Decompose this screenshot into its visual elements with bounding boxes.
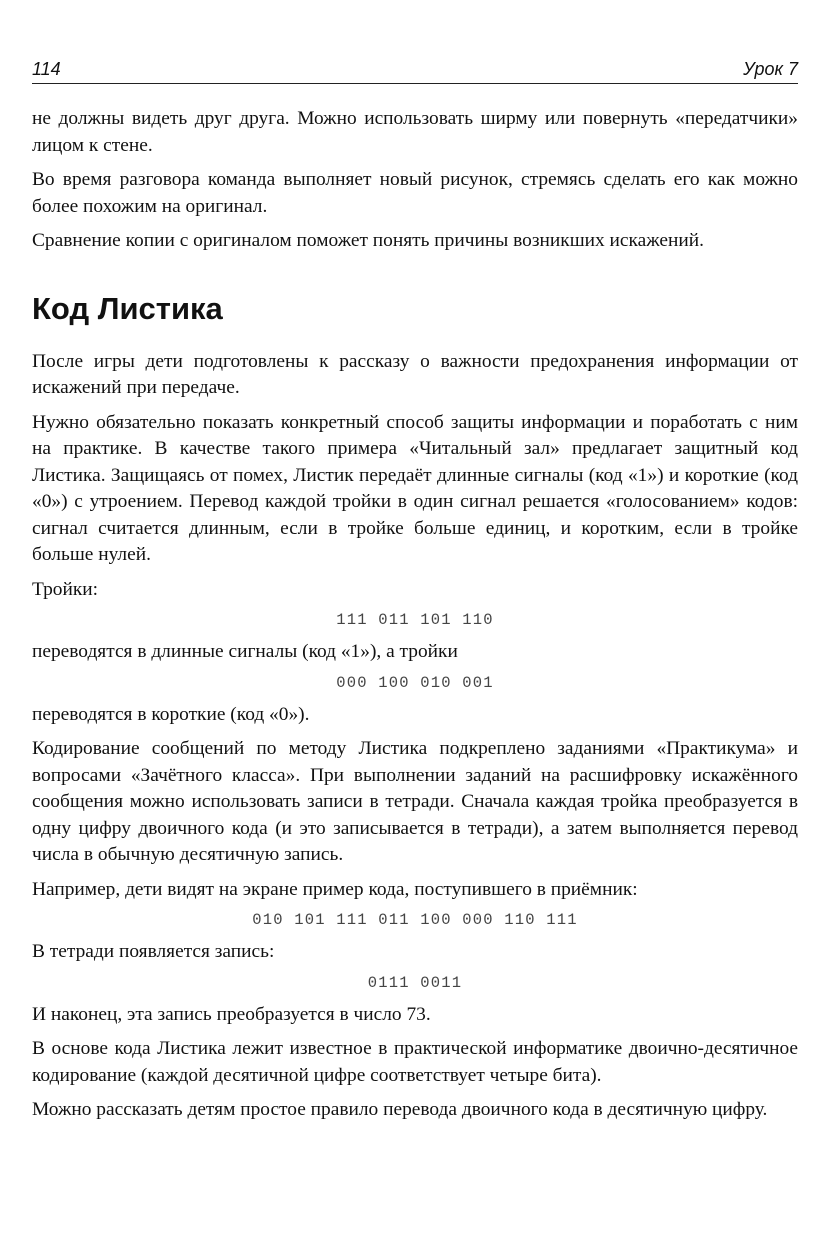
paragraph-notebook: В тетради появляется запись: [32, 941, 275, 962]
label-triples: Тройки: [32, 578, 99, 600]
paragraph-screen: не должны видеть друг друга. Можно использовать ширму или повернуть «передатчики» лицом к стене. [32, 108, 798, 156]
code-ones-triples: 111 011 101 110 [336, 611, 494, 629]
code-received: 010 101 111 011 100 000 110 111 [252, 911, 578, 929]
paragraph-example: Например, дети видят на экране пример кода, поступившего в приёмник: [32, 878, 638, 900]
paragraph-rule: Можно рассказать детям простое правило перевода двоичного кода в десятичную цифру. [32, 1099, 768, 1120]
paragraph-coding: Кодирование сообщений по методу Листика подкреплено заданиями «Практикума» и вопросами «Зачётного класса». При выполнении заданий на расшифровку искажённого сообщения можно использовать записи в тетради. Сначала каждая тройка преобразуется в одну цифру двоичного кода (и это записывается в тетради), а затем выполняется перевод числа в обычную десятичную запись. [32, 738, 798, 865]
code-notebook: 0111 0011 [367, 973, 463, 992]
text-to-long: переводятся в длинные сигналы (код «1»), а тройки [32, 641, 458, 662]
paragraph-drawing: Во время разговора команда выполняет новый рисунок, стремясь сделать его как можно более похожим на оригинал. [32, 169, 798, 217]
page-body [32, 106, 798, 1124]
text-to-short: переводятся в короткие (код «0»). [32, 703, 310, 725]
paragraph-after-game: После игры дети подготовлены к рассказу о важности предохранения информации от искажений при передаче. [32, 350, 798, 398]
running-header [32, 56, 798, 84]
section-title: Код Листика [32, 290, 223, 326]
paragraph-comparison: Сравнение копии с оригиналом поможет понять причины возникших искажений. [32, 230, 704, 251]
paragraph-bcd: В основе кода Листика лежит известное в практической информатике двоично-десятичное кодирование (каждой десятичной цифре соответствует четыре бита). [32, 1038, 798, 1086]
book-page [32, 56, 798, 1124]
chapter-title: Урок 7 [743, 59, 798, 79]
code-zeros-triples: 000 100 010 001 [336, 673, 494, 692]
paragraph-method: Нужно обязательно показать конкретный способ защиты информации и поработать с ним на практике. В качестве такого примера «Читальный зал» предлагает защитный код Листика. Защищаясь от помех, Листик передаёт длинные сигналы (код «1») и короткие (код «0») с утроением. Перевод каждой тройки в один сигнал решается «голосованием» кодов: сигнал считается длинным, если в тройке больше единиц, и коротким, если в тройке больше нулей. [32, 411, 798, 565]
page-number: 114 [32, 59, 61, 79]
paragraph-result: И наконец, эта запись преобразуется в число 73. [32, 1003, 431, 1025]
